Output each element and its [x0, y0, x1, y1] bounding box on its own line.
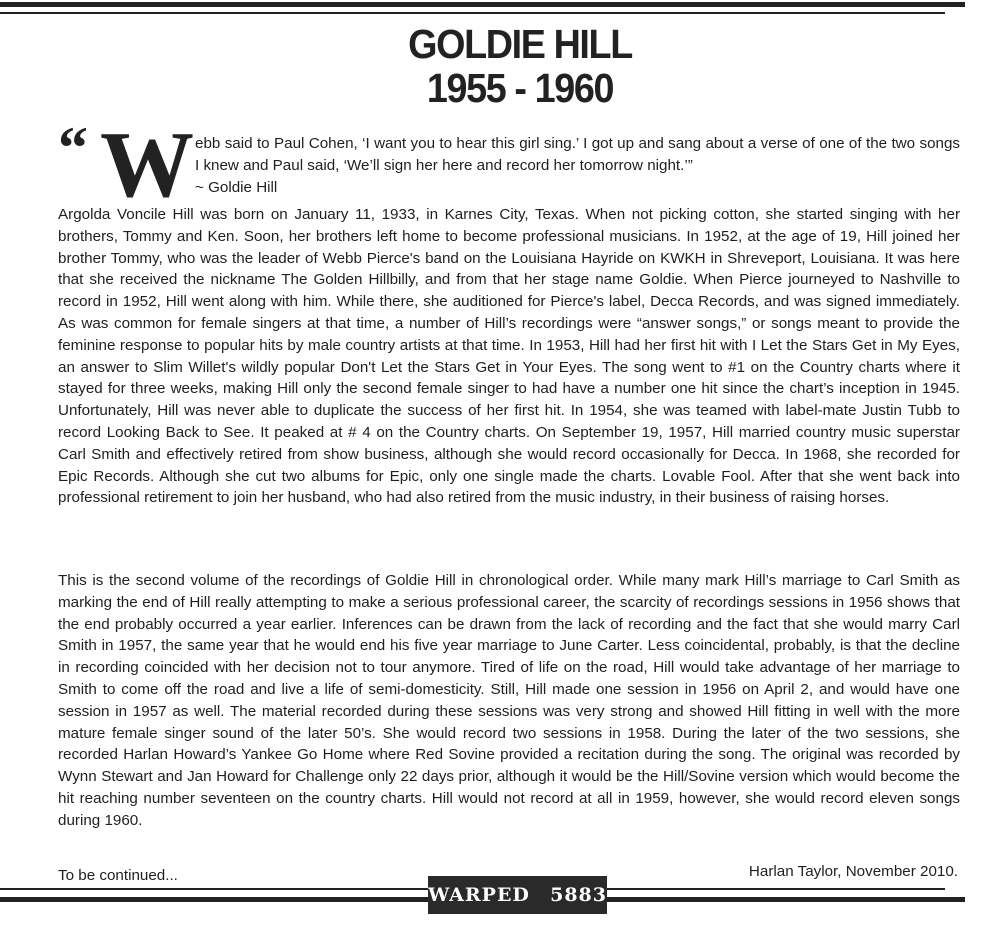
- catalog-badge: [428, 876, 607, 914]
- quote-open-mark: “: [58, 115, 88, 181]
- top-rule-thin: [0, 12, 945, 14]
- drop-cap: W: [100, 113, 194, 217]
- catalog-number: 5883: [550, 884, 607, 906]
- title-years: 1955 - 1960: [426, 65, 614, 111]
- quote-text: ebb said to Paul Cohen, ‘I want you to hear this girl sing.’ I got up and sang about a verse of one of the two songs I knew and Paul said, ‘We’ll sign her here and record her tomorrow night.’”: [195, 135, 960, 174]
- label-name: WARPED: [428, 884, 530, 906]
- author-credit: Harlan Taylor, November 2010.: [748, 863, 958, 880]
- page-title: [42, 22, 999, 110]
- paragraph-recordings: This is the second volume of the recordings of Goldie Hill in chronological order. While many mark Hill’s marriage to Carl Smith as marking the end of Hill really attempting to make a serious professional career, the scarcity of recordings sessions in 1956 shows that the end probably occurred a year earlier. Inferences can be drawn from the lack of recording and the fact that she would marry Carl Smith in 1957, the same year that he would end his five year marriage to June Carter. Less coincidental, probably, is that the decline in recording coincided with her decision not to tour anymore. Tired of life on the road, Hill would take advantage of her marriage to Smith to come off the road and live a life of semi-domesticity. Still, Hill made one session in 1956 on April 2, and would have one session in 1957 as well. The material recorded during these sessions was very strong and showed Hill fitting in well with the more mature female singer sound of the later 50’s. She would record two sessions in 1958. During the later of the two sessions, she recorded Harlan Howard’s Yankee Go Home where Red Sovine provided a recitation during the song. The original was recorded by Wynn Stewart and Jan Howard for Challenge only 22 days prior, although it would be the Hill/Sovine version which would become the hit reaching number seventeen on the country charts. Hill would not record at all in 1959, however, she would record eleven songs during 1960.: [58, 572, 960, 829]
- top-rule-thick: [0, 2, 965, 7]
- paragraph-biography: Argolda Voncile Hill was born on January 11, 1933, in Karnes City, Texas. When not picking cotton, she started singing with her brothers, Tommy and Ken. Soon, her brothers left home to become professional musicians. In 1952, at the age of 19, Hill joined her brother Tommy, who was the leader of Webb Pierce's band on the Louisiana Hayride on KWKH in Shreveport, Louisiana. It was here that she received the nickname The Golden Hillbilly, and from that her stage name Goldie. When Pierce journeyed to Nashville to record in 1952, Hill went along with him. While there, she auditioned for Pierce's label, Decca Records, and was signed immediately. As was common for female singers at that time, a number of Hill’s recordings were “answer songs,” or songs meant to provide the feminine response to popular hits by male country artists at that time. In 1953, Hill had her first hit with I Let the Stars Get in My Eyes, an answer to Slim Willet's wildly popular Don't Let the Stars Get in Your Eyes. The song went to #1 on the Country charts where it stayed for three weeks, making Hill only the second female singer to had have a number one hit since the chart’s inception in 1945. Unfortunately, Hill was never able to duplicate the success of her first hit. In 1954, she was teamed with label-mate Justin Tubb to record Looking Back to See. It peaked at # 4 on the Country charts. On September 19, 1957, Hill married country music superstar Carl Smith and effectively retired from show business, although she would record occasionally for Decca. In 1968, she recorded for Epic Records. Although she cut two albums for Epic, only one single made the charts. Lovable Fool. After that she went back into professional retirement to join her husband, who had also retired from the music industry, in their business of raising horses.: [58, 206, 960, 507]
- opening-quote: [195, 133, 960, 198]
- quote-attribution: ~ Goldie Hill: [195, 178, 278, 196]
- to-be-continued: To be continued...: [58, 867, 178, 884]
- title-artist: GOLDIE HILL: [408, 21, 632, 67]
